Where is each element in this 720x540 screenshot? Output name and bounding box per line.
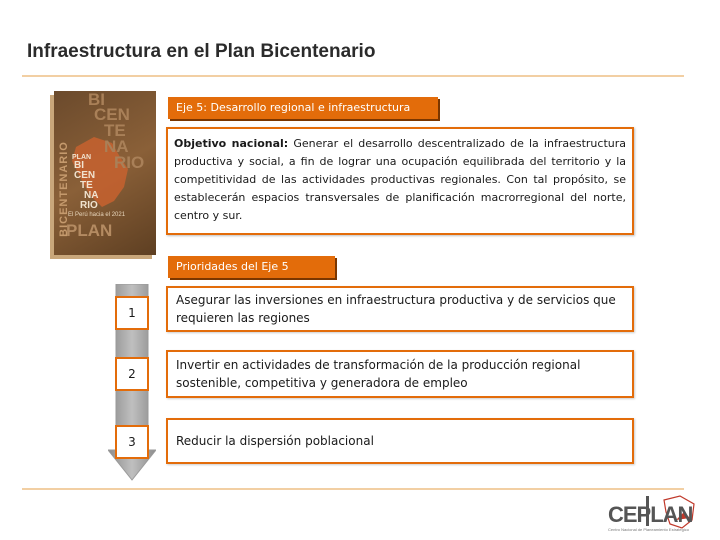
cover-side-text: BICENTENARIO (57, 141, 70, 237)
cover-big-text-1: BI (88, 91, 105, 109)
plan-bicentenario-cover (54, 91, 156, 255)
priority-text-1: Asegurar las inversiones en infraestructura productiva y de servicios que requieren las regiones (176, 293, 616, 325)
bottom-divider (22, 488, 684, 490)
ceplan-logo (606, 494, 698, 536)
priority-number-2: 2 (115, 357, 149, 391)
cover-small-text-5: NA (84, 190, 99, 201)
eje-label: Eje 5: Desarrollo regional e infraestructura (168, 97, 438, 119)
priorities-label: Prioridades del Eje 5 (168, 256, 335, 278)
objective-label: Objetivo nacional: (174, 137, 289, 150)
ceplan-wordmark: CEPLAN (608, 502, 693, 527)
cover-small-text-4: TE (80, 180, 93, 191)
cover-date: El Perú hacia el 2021 (68, 212, 126, 218)
cover-big-text-2: CEN (94, 105, 130, 124)
objective-text: Generar el desarrollo descentralizado de la infraestructura productiva y social, a fin de lograr una ocupación equilibrada del territorio y la competitividad de las actividades productivas regionales. Con tal propósito, se establecerán espacios transversales de planificación macrorregional del norte, centro y sur. (174, 137, 626, 222)
cover-small-text-3: CEN (74, 170, 96, 181)
cover-small-text-2: BI (74, 160, 84, 171)
top-divider (22, 75, 684, 77)
priority-item-2 (166, 350, 634, 398)
page-title: Infraestructura en el Plan Bicentenario (27, 41, 376, 62)
ceplan-tagline: Centro Nacional de Planeamiento Estratégico (608, 527, 689, 532)
priority-item-3 (166, 418, 634, 464)
priority-number-3: 3 (115, 425, 149, 459)
priority-number-1: 1 (115, 296, 149, 330)
priority-text-3: Reducir la dispersión poblacional (176, 434, 374, 448)
priority-text-2: Invertir en actividades de transformación de la producción regional sostenible, competitiva y generadora de empleo (176, 358, 581, 390)
cover-small-text-1: PLAN (72, 154, 92, 161)
priority-item-1 (166, 286, 634, 332)
objective-box (166, 127, 634, 235)
cover-big-text-4: NA (104, 137, 129, 156)
cover-big-text-3: TE (104, 121, 126, 140)
cover-plan-bottom: PLAN (66, 221, 113, 240)
cover-small-text-6: RIO (80, 200, 98, 211)
cover-big-text-5: RIO (114, 153, 145, 172)
